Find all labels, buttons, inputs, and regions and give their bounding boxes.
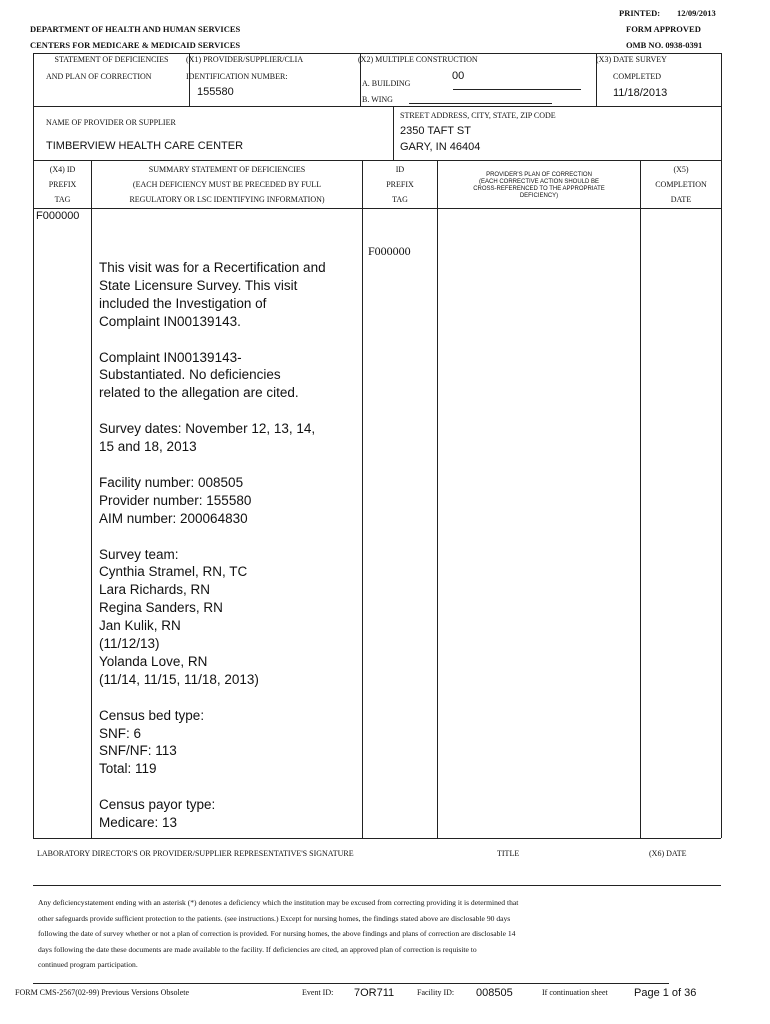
summary-header-3: REGULATORY OR LSC IDENTIFYING INFORMATION) [129,195,325,204]
form-approved: FORM APPROVED [626,24,701,34]
event-id: 7OR711 [354,987,395,999]
continuation-label: If continuation sheet [542,988,608,997]
summary-header-1: SUMMARY STATEMENT OF DEFICIENCIES [148,165,306,174]
x5-header-2: COMPLETION [655,180,707,189]
statement-label-2: AND PLAN OF CORRECTION [46,72,152,81]
street-address: 2350 TAFT ST [400,125,471,137]
cms-title: CENTERS FOR MEDICARE & MEDICAID SERVICES [30,40,241,50]
id-header-1: ID [395,165,405,174]
x3-label-2: COMPLETED [613,72,661,81]
statement-label-1: STATEMENT OF DEFICIENCIES [54,55,169,64]
director-signature-label: LABORATORY DIRECTOR'S OR PROVIDER/SUPPLIER REPRESENTATIVE'S SIGNATURE [37,849,354,858]
notice-line-4: days following the date these documents are made available to the facility. If deficiencies are cited, an approved plan of correction is requisite to [38,944,477,954]
x1-label-2: IDENTIFICATION NUMBER: [186,72,288,81]
x4-header-1: (X4) ID [49,165,76,174]
id-header-2: PREFIX [386,180,414,189]
x5-header-1: (X5) [673,165,689,174]
signature-bottom-line [33,885,721,886]
divider-col4 [640,160,641,838]
building-label: A. BUILDING [362,79,411,88]
frame-row1 [33,106,721,107]
frame-row2 [33,160,721,161]
x3-label-1: (X3) DATE SURVEY [596,55,667,64]
provider-name: TIMBERVIEW HEALTH CARE CENTER [46,140,244,152]
frame-right [721,53,722,838]
frame-row3 [33,208,721,209]
id-header-3: TAG [392,195,408,204]
notice-paragraph [38,895,718,973]
survey-date: 11/18/2013 [613,87,668,99]
divider-address [393,106,394,160]
page-number: Page 1 of 36 [634,987,697,999]
summary-header-2: (EACH DEFICIENCY MUST BE PRECEDED BY FULL [132,180,322,189]
poc-header-2: (EACH CORRECTIVE ACTION SHOULD BE [478,179,600,185]
department-title: DEPARTMENT OF HEALTH AND HUMAN SERVICES [30,24,241,34]
form-number: FORM CMS-2567(02-99) Previous Versions Obsolete [15,988,190,997]
event-id-label: Event ID: [302,988,334,997]
mid-prefix-tag: F000000 [368,244,411,258]
wing-underline [409,103,552,104]
frame-top [33,53,721,54]
poc-header-3: CROSS-REFERENCED TO THE APPROPRIATE [473,186,605,192]
poc-header-1: PROVIDER'S PLAN OF CORRECTION [486,172,592,178]
frame-body-bottom [33,838,721,839]
provider-number: 155580 [197,86,234,98]
x6-date-label: (X6) DATE [649,849,687,858]
notice-line-3: following the date of survey whether or not a plan of correction is provided. For nursing homes, the above findings and plans of correction are disclosable 14 [38,929,516,938]
city-state-zip: GARY, IN 46404 [400,141,481,153]
omb-number: OMB NO. 0938-0391 [626,40,703,50]
facility-id-label: Facility ID: [417,988,455,997]
x4-header-2: PREFIX [48,180,77,189]
notice-line-2: other safeguards provide sufficient protection to the patients. (see instructions.) Except for nursing homes, the findings stated above are disclosable 90 days [38,913,511,923]
left-prefix-tag: F000000 [36,210,80,222]
x4-header-3: TAG [54,195,71,204]
title-label: TITLE [497,849,520,858]
address-label: STREET ADDRESS, CITY, STATE, ZIP CODE [400,111,556,120]
facility-id: 008505 [476,987,513,999]
notice-line-5: continued program participation. [38,960,138,969]
x2-label: (X2) MULTIPLE CONSTRUCTION [358,55,478,64]
provider-name-label: NAME OF PROVIDER OR SUPPLIER [46,118,176,127]
footer-line [33,983,669,984]
poc-header-4: DEFICIENCY) [519,193,559,199]
deficiency-summary-text: This visit was for a Recertification and State Licensure Survey. This visit included the Investigation of Complaint IN00139143. Complaint IN00139143- Substantiated. No deficiencies related to the allegation are cited. Survey dates: November 12, 13, 14, 15 and 18, 2013 Facility number: 008505 Provider number: 155580 AIM number: 200064830 Survey team: Cynthia Stramel, RN, TC Lara Richards, RN Regina Sanders, RN Jan Kulik, RN (11/12/13) Yolanda Love, RN (11/14, 11/15, 11/18, 2013) Census bed type: SNF: 6 SNF/NF: 113 Total: 119 Census payor type: Medicare: 13 [99,260,326,831]
wing-label: B. WING [362,95,393,104]
divider-col1 [91,160,92,838]
divider-col3 [437,160,438,838]
notice-line-1: Any deficiencystatement ending with an asterisk (*) denotes a deficiency which the institution may be excused from correcting providing it is determined that [38,898,519,907]
x1-label-1: (X1) PROVIDER/SUPPLIER/CLIA [186,55,304,64]
printed-label: PRINTED: [619,8,661,18]
x5-header-3: DATE [670,195,692,204]
divider-col2 [362,160,363,838]
building-underline [453,89,581,90]
building-value: 00 [452,70,465,82]
printed-date: 12/09/2013 [677,8,716,18]
